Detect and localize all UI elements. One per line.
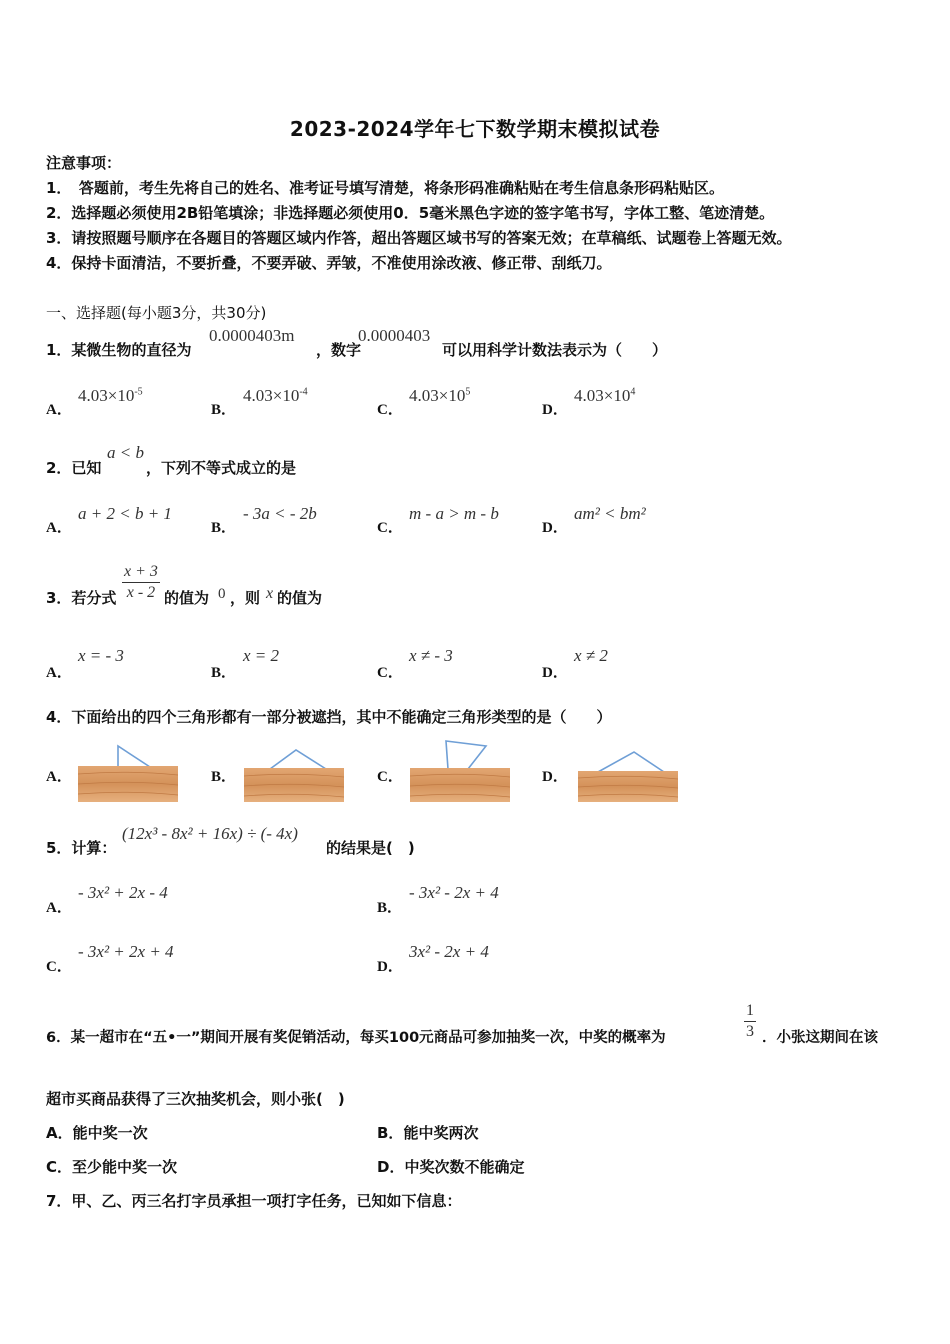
q3-option-b[interactable]: x = 2 [243,646,280,665]
q1-option-d-label[interactable]: D． [542,402,568,418]
q1-text-3: 可以用科学计数法表示为（ ） [442,341,668,359]
q2-option-b[interactable]: - 3a < - 2b [243,504,317,523]
q4-option-b-label[interactable]: B． [211,769,237,785]
q5-option-c-label[interactable]: C． [46,959,72,975]
q2-option-d-label[interactable]: D． [542,520,568,536]
q3-option-b-label[interactable]: B． [211,665,237,681]
q2-option-c-label[interactable]: C． [377,520,403,536]
q6-option-c[interactable]: C．至少能中奖一次 [46,1158,178,1176]
q4-option-c-label[interactable]: C． [377,769,403,785]
q2-option-a[interactable]: a + 2 < b + 1 [78,504,172,523]
q1-option-d[interactable]: $4.03\times 10^4$ [574,386,636,405]
q5-text-1: 5．计算： [46,839,117,857]
q5-option-b[interactable]: - 3x² - 2x + 4 [409,883,499,902]
q6-option-b[interactable]: B．能中奖两次 [377,1124,479,1142]
q3-option-a-label[interactable]: A． [46,665,72,681]
q3-text-4: 的值为 [277,589,323,607]
notice-heading: 注意事项： [46,154,122,172]
q5-option-b-label[interactable]: B． [377,900,403,916]
q5-option-d-label[interactable]: D． [377,959,403,975]
q6-text-3: 超市买商品获得了三次抽奖机会，则小张( ) [46,1090,345,1108]
q3-fraction-numerator: x + 3 [122,562,160,583]
q3-fraction-denominator: x - 2 [126,584,156,601]
q3-text-3: ，则 [230,589,261,607]
q4-option-d-label[interactable]: D． [542,769,568,785]
q2-option-a-label[interactable]: A． [46,520,72,536]
q2-expr: a < b [107,443,144,462]
q1-option-b-label[interactable]: B． [211,402,237,418]
q6-option-d[interactable]: D．中奖次数不能确定 [377,1158,525,1176]
q1-text-1: 1．某微生物的直径为 [46,341,192,359]
q5-expr: (12x³ - 8x² + 16x) ÷ (- 4x) [122,824,298,843]
notice-item: 2．选择题必须使用2B铅笔填涂；非选择题必须使用0．5毫米黑色字迹的签字笔书写，字体工整、笔迹清楚。 [46,204,775,222]
q3-text-1: 3．若分式 [46,589,117,607]
q5-option-a[interactable]: - 3x² + 2x - 4 [78,883,168,902]
q1-option-b[interactable]: $4.03\times 10^{-4}$ [243,386,308,405]
q2-option-c[interactable]: m - a > m - b [409,504,499,523]
q6-text-2: ．小张这期间在该 [762,1030,878,1046]
q3-text-2: 的值为 [164,589,210,607]
q6-fraction-numerator: 1 [744,1001,756,1022]
q6-text-1: 6．某一超市在“五•一”期间开展有奖促销活动，每买100元商品可参加抽奖一次，中奖的概率为 [46,1030,666,1046]
q2-option-b-label[interactable]: B． [211,520,237,536]
q6-fraction [744,1001,756,1042]
q5-option-a-label[interactable]: A． [46,900,72,916]
q1-option-c-label[interactable]: C． [377,402,403,418]
q3-option-c-label[interactable]: C． [377,665,403,681]
q5-text-2: 的结果是( ) [326,839,415,857]
q4-option-c-figure[interactable] [404,736,514,804]
q4-option-a-figure[interactable] [72,740,182,804]
q4-option-b-figure[interactable] [238,740,348,804]
notice-item: 4．保持卡面清洁，不要折叠，不要弄破、弄皱，不准使用涂改液、修正带、刮纸刀。 [46,254,612,272]
q3-option-c[interactable]: x ≠ - 3 [409,646,453,665]
notice-item: 1． 答题前，考生先将自己的姓名、准考证号填写清楚，将条形码准确粘贴在考生信息条形码粘贴区。 [46,179,724,197]
q6-option-a[interactable]: A．能中奖一次 [46,1124,148,1142]
q3-option-d-label[interactable]: D． [542,665,568,681]
q3-var: x [266,585,274,602]
q1-option-c[interactable]: $4.03\times 10^5$ [409,386,471,405]
q1-text-2: ，数字 [316,341,362,359]
q4-option-a-label[interactable]: A． [46,769,72,785]
q2-option-d[interactable]: am² < bm² [574,504,646,523]
q1-expr-2: 0.0000403 [358,326,431,345]
q3-zero: 0 [218,586,226,602]
q3-fraction [122,562,160,603]
section-heading: 一、选择题(每小题3分，共30分) [46,304,267,322]
q1-option-a-label[interactable]: A． [46,402,72,418]
q2-text-1: 2．已知 [46,459,102,477]
notice-item: 3．请按照题号顺序在各题目的答题区域内作答，超出答题区域书写的答案无效；在草稿纸、试题卷上答题无效。 [46,229,792,247]
q3-option-a[interactable]: x = - 3 [78,646,124,665]
q4-option-d-figure[interactable] [572,740,682,804]
q1-expr-1: 0.0000403m [209,326,295,345]
q5-option-d[interactable]: 3x² - 2x + 4 [409,942,489,961]
q3-option-d[interactable]: x ≠ 2 [574,646,608,665]
q2-text-2: ，下列不等式成立的是 [146,459,297,477]
q7-text: 7．甲、乙、丙三名打字员承担一项打字任务，已知如下信息： [46,1192,462,1210]
q5-option-c[interactable]: - 3x² + 2x + 4 [78,942,174,961]
page-title: 2023-2024学年七下数学期末模拟试卷 [289,117,661,141]
q6-fraction-denominator: 3 [746,1023,754,1040]
q4-text: 4．下面给出的四个三角形都有一部分被遮挡，其中不能确定三角形类型的是（ ） [46,708,612,726]
q1-option-a[interactable]: $4.03\times 10^{-5}$ [78,386,143,405]
